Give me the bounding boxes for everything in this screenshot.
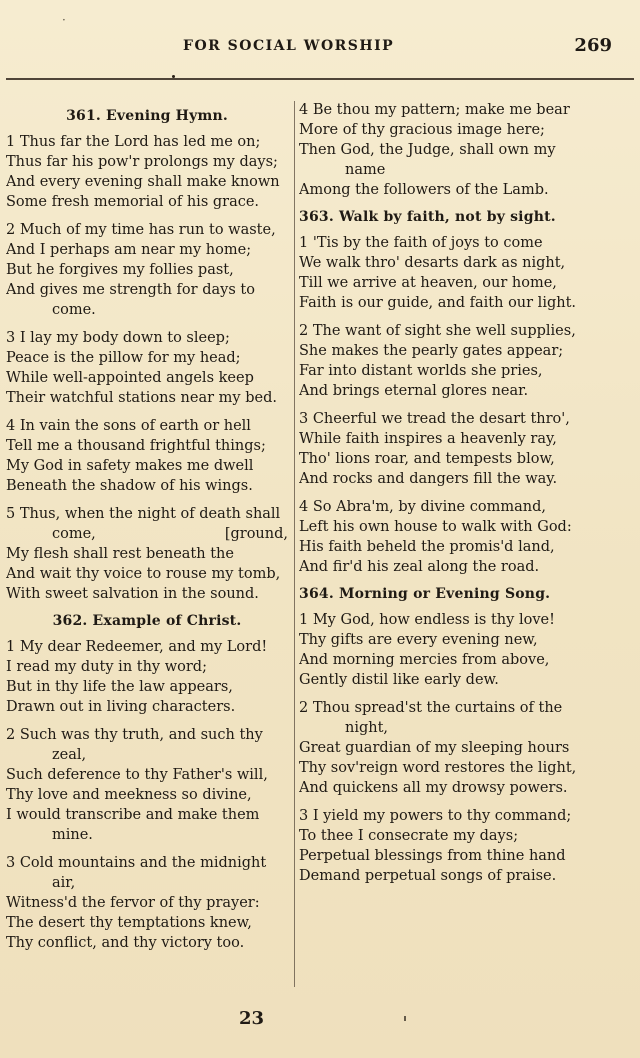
verse-line: My God in safety makes me dwell [6,458,254,474]
verse-line: night, [345,720,389,736]
verse-line: Faith is our guide, and faith our light. [299,295,577,311]
verse-line: Demand perpetual songs of praise. [299,868,557,884]
verse-line: And rocks and dangers fill the way. [299,471,558,487]
verse [299,409,585,489]
bracket-word: [ground, [224,526,288,542]
verse-line: Thy sov'reign word restores the light, [299,760,577,776]
hymn-title: 364. Morning or Evening Song. [299,586,551,602]
rule-dot [172,75,175,78]
verse [299,610,585,690]
hymn-364 [299,585,585,886]
verse-line: 3 I yield my powers to thy command; [299,808,572,824]
verse-line: Thy love and meekness so divine, [6,787,252,803]
verse-line: Thy gifts are every evening new, [299,632,538,648]
hymn-361 [6,107,288,604]
page-mark: · [62,13,66,27]
verse-line: Peace is the pillow for my head; [6,350,241,366]
verse [6,504,288,604]
verse-line: zeal, [52,747,87,763]
verse [299,698,585,798]
verse-line [6,524,288,544]
hymn-title: 361. Evening Hymn. [66,108,228,124]
verse-line: 5 Thus, when the night of death shall [6,506,281,522]
verse-line: The desert thy temptations knew, [6,915,252,931]
verse-line: And fir'd his zeal along the road. [299,559,540,575]
verse-line: 4 In vain the sons of earth or hell [6,418,251,434]
verse-line: 3 Cheerful we tread the desart thro', [299,411,570,427]
verse [299,233,585,313]
verse-line: Till we arrive at heaven, our home, [299,275,557,291]
verse-line: And brings eternal glores near. [299,383,529,399]
verse-line: Gently distil like early dew. [299,672,499,688]
hymn-title: 363. Walk by faith, not by sight. [299,209,556,225]
verse-line: Such deference to thy Father's will, [6,767,268,783]
verse-line: I read my duty in thy word; [6,659,207,675]
verse-line: Beneath the shadow of his wings. [6,478,253,494]
verse-line: Great guardian of my sleeping hours [299,740,570,756]
verse-line: We walk thro' desarts dark as night, [299,255,566,271]
right-column [299,100,585,894]
verse-line: And I perhaps am near my home; [6,242,252,258]
verse-line: Their watchful stations near my bed. [6,390,277,406]
verse-line: 2 Thou spread'st the curtains of the [299,700,563,716]
verse-line: More of thy gracious image here; [299,122,545,138]
verse-line: But he forgives my follies past, [6,262,234,278]
verse-line: And gives me strength for days to [6,282,255,298]
verse-line: While faith inspires a heavenly ray, [299,431,557,447]
verse [6,132,288,212]
verse-line: Thy conflict, and thy victory too. [6,935,245,951]
hymn-363 [299,208,585,577]
verse [6,328,288,408]
left-column [6,100,288,961]
verse [6,220,288,320]
verse-line: air, [52,875,76,891]
verse-line: Some fresh memorial of his grace. [6,194,260,210]
verse-line: come. [52,302,96,318]
column-divider [294,101,295,987]
verse-line: My flesh shall rest beneath the [6,546,234,562]
verse-line: And morning mercies from above, [299,652,550,668]
verse-line: Drawn out in living characters. [6,699,236,715]
verse-line: 1 My dear Redeemer, and my Lord! [6,639,268,655]
running-head [0,35,640,58]
verse-line: 3 I lay my body down to sleep; [6,330,230,346]
verse-line: 2 The want of sight she well supplies, [299,323,576,339]
verse-line: And quickens all my drowsy powers. [299,780,568,796]
verse-line: 1 My God, how endless is thy love! [299,612,555,628]
verse [299,497,585,577]
verse-line: She makes the pearly gates appear; [299,343,564,359]
verse-line: With sweet salvation in the sound. [6,586,259,602]
verse-line: Thus far his pow'r prolongs my days; [6,154,278,170]
verse-line-part: come, [52,526,96,542]
page-number: 269 [574,35,612,56]
verse-line: mine. [52,827,93,843]
verse-line: 4 Be thou my pattern; make me bear [299,102,570,118]
verse-line: While well-appointed angels keep [6,370,254,386]
verse-line: Tell me a thousand frightful things; [6,438,266,454]
verse-line: And wait thy voice to rouse my tomb, [6,566,281,582]
verse-line: name [345,162,386,178]
verse [6,725,288,845]
verse-line: 1 Thus far the Lord has led me on; [6,134,261,150]
verse-line: 2 Such was thy truth, and such thy [6,727,263,743]
stray-mark [404,1016,406,1021]
verse-line: And every evening shall make known [6,174,280,190]
verse-line: To thee I consecrate my days; [299,828,519,844]
verse-line: Then God, the Judge, shall own my [299,142,556,158]
verse-line: 2 Much of my time has run to waste, [6,222,276,238]
verse-line: His faith beheld the promis'd land, [299,539,555,555]
verse-line: Witness'd the fervor of thy prayer: [6,895,260,911]
verse-line: Tho' lions roar, and tempests blow, [299,451,555,467]
verse [6,416,288,496]
verse-line: 1 'Tis by the faith of joys to come [299,235,543,251]
verse-line: I would transcribe and make them [6,807,260,823]
continued-verse [299,100,585,200]
verse [6,853,288,953]
verse-line: Perpetual blessings from thine hand [299,848,566,864]
verse-line: But in thy life the law appears, [6,679,233,695]
verse [299,806,585,886]
hymn-title: 362. Example of Christ. [52,613,242,629]
verse-line: 4 So Abra'm, by divine command, [299,499,546,515]
hymn-362 [6,612,288,953]
verse-line: Left his own house to walk with God: [299,519,572,535]
verse [6,637,288,717]
signature-mark: 23 [239,1008,265,1029]
verse-line: Among the followers of the Lamb. [299,182,549,198]
verse [299,321,585,401]
running-title: FOR SOCIAL WORSHIP [183,38,395,54]
top-rule [6,78,634,80]
verse-line: 3 Cold mountains and the midnight [6,855,267,871]
verse-line: Far into distant worlds she pries, [299,363,543,379]
